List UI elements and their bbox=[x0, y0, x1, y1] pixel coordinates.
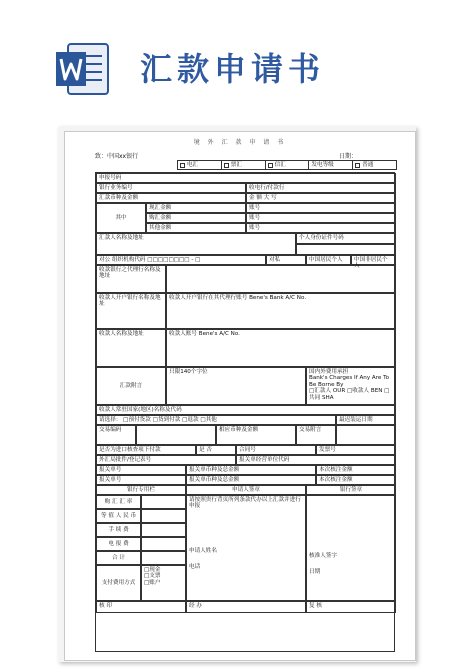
spot-amount[interactable]: 现汇金额 bbox=[146, 203, 246, 213]
customs-amount-1[interactable]: 报关单币种及总金额 bbox=[186, 465, 316, 475]
non-resident[interactable]: 中国非居民个人 bbox=[351, 255, 396, 265]
resident[interactable]: 中国居民个人 bbox=[306, 255, 351, 265]
purchase-amount[interactable]: 购汇金额 bbox=[146, 213, 246, 223]
remarks-label: 汇款附言 bbox=[96, 367, 166, 405]
rmb-equiv: 等 值 人 民 币 bbox=[96, 509, 141, 523]
bank-use-header: 银行专用栏 bbox=[96, 485, 186, 495]
tx-code: 交易编码 bbox=[96, 425, 136, 445]
verify-amount-2[interactable]: 本次核注金额 bbox=[316, 475, 396, 485]
approval-no[interactable]: 外汇局批件/登记表号 bbox=[96, 455, 236, 465]
agent-bank-value[interactable] bbox=[166, 265, 396, 293]
date-label: 日期： bbox=[338, 153, 357, 160]
pay-options[interactable]: □现金 □支票 □账户 bbox=[141, 565, 186, 601]
latest-shipment[interactable]: 最迟装运日期 bbox=[336, 415, 396, 425]
id-number[interactable]: 个人身份证件号码 bbox=[296, 233, 396, 244]
country-code[interactable]: 收款人常驻国家(地区)名称及代码 bbox=[96, 405, 396, 415]
id-number-value[interactable] bbox=[296, 244, 396, 255]
seal-check[interactable]: 核 印 bbox=[96, 601, 186, 613]
payment-type[interactable]: 请选择： □预付货款 □货到付款 □退款 □其他 bbox=[96, 415, 336, 425]
amount-words[interactable]: 金 额 大 写 bbox=[246, 193, 396, 203]
method-bar bbox=[177, 160, 397, 170]
priority-normal[interactable]: 普通 bbox=[352, 160, 397, 170]
beneficiary-acc[interactable]: 收款人账号 Bene's A/C No. bbox=[166, 329, 396, 367]
beneficiary-label: 收款人名称及地址 bbox=[96, 329, 166, 367]
handler[interactable]: 经 办 bbox=[186, 601, 306, 613]
bank-sig-header: 银行签章 bbox=[306, 485, 396, 495]
form-title: 境 外 汇 款 申 请 书 bbox=[193, 139, 287, 146]
total-value[interactable] bbox=[141, 551, 186, 565]
currency-amount[interactable]: 汇款币种及金额 bbox=[96, 193, 246, 203]
page-title: 汇款申请书 bbox=[140, 50, 326, 88]
account-3[interactable]: 账号 bbox=[246, 223, 396, 233]
fx-rate-value[interactable] bbox=[141, 495, 186, 509]
header-area bbox=[0, 0, 474, 125]
tx-remarks-value[interactable] bbox=[336, 425, 396, 445]
applicant-sig-header: 申请人签章 bbox=[186, 485, 306, 495]
customs-no-1[interactable]: 报关单号 bbox=[96, 465, 186, 475]
row-report-no[interactable]: 申报号码 bbox=[96, 173, 396, 183]
other-amount[interactable]: 其他金额 bbox=[146, 223, 246, 233]
word-icon bbox=[54, 40, 112, 98]
checkbox[interactable] bbox=[355, 163, 360, 168]
customs-amount-2[interactable]: 报关单币种及总金额 bbox=[186, 475, 316, 485]
pay-method: 支付费用方式 bbox=[96, 565, 141, 601]
tx-code-value[interactable] bbox=[136, 425, 216, 445]
remitter-name[interactable]: 汇款人名称及地址 bbox=[96, 233, 296, 255]
checkbox[interactable] bbox=[224, 163, 229, 168]
private[interactable]: 对私 bbox=[266, 255, 306, 265]
customs-no-2[interactable]: 报关单号 bbox=[96, 475, 186, 485]
invoice-no[interactable]: 发票号 bbox=[316, 445, 396, 455]
contract-no[interactable]: 合同号 bbox=[236, 445, 316, 455]
verify-amount-1[interactable]: 本次核注金额 bbox=[316, 465, 396, 475]
bank-ref[interactable]: 银行业务编号 bbox=[96, 183, 246, 193]
currency-amount-2[interactable]: 相应币种及金额 bbox=[216, 425, 296, 445]
remarks-field[interactable]: 只限140个字位 bbox=[166, 367, 306, 405]
beneficiary-bank-label: 收款人开户银行名称及地址 bbox=[96, 293, 166, 329]
method-wire[interactable]: 电汇 bbox=[177, 160, 221, 170]
form-table bbox=[95, 172, 395, 652]
bank-area[interactable]: 核准人签字 日期 bbox=[306, 495, 396, 601]
method-mail[interactable]: 信汇 bbox=[265, 160, 309, 170]
agent-bank-label: 收款银行之代理行名称及地址 bbox=[96, 265, 166, 293]
account-2[interactable]: 账号 bbox=[246, 213, 396, 223]
yes-no[interactable]: 是 否 bbox=[196, 445, 236, 455]
fee: 手 续 费 bbox=[96, 523, 141, 537]
to-bank: 致：中国xx银行 bbox=[95, 153, 139, 160]
total: 合 计 bbox=[96, 551, 141, 565]
customs-code[interactable]: 报关单经营单位代码 bbox=[236, 455, 396, 465]
charges[interactable]: 国内外费用承担 Bank's Charges If Any Are To Be Borne By □汇款人 OUR □收款人 BEN □共同 SHA bbox=[306, 367, 396, 405]
tx-remarks: 交易附言 bbox=[296, 425, 336, 445]
telex-fee: 电 报 费 bbox=[96, 537, 141, 551]
checkbox[interactable] bbox=[268, 163, 273, 168]
import-check: 是否为进口核查项下付款 bbox=[96, 445, 196, 455]
corp-code[interactable]: 对公 组织机构代码 □□□□□□□□ - □ bbox=[96, 255, 266, 265]
beneficiary-bank-acc[interactable]: 收款人开户银行在其代理行账号 Bene's Bank A/C No. bbox=[166, 293, 396, 329]
telex-fee-value[interactable] bbox=[141, 537, 186, 551]
method-draft[interactable]: 票汇 bbox=[221, 160, 265, 170]
account-1[interactable]: 账号 bbox=[246, 203, 396, 213]
fx-rate: 购 汇 汇 率 bbox=[96, 495, 141, 509]
priority-label: 发电等级 bbox=[308, 160, 352, 170]
rmb-equiv-value[interactable] bbox=[141, 509, 186, 523]
applicant-area[interactable]: 请按照贵行背页所列条款代办以上汇款并进行申报 申请人姓名 电话 bbox=[186, 495, 306, 601]
checkbox[interactable] bbox=[180, 163, 185, 168]
recheck[interactable]: 复 核 bbox=[306, 601, 396, 613]
among-label: 其中 bbox=[96, 203, 146, 233]
document-page bbox=[64, 131, 416, 661]
receiving-bank[interactable]: 收电行/付款行 bbox=[246, 183, 396, 193]
fee-value[interactable] bbox=[141, 523, 186, 537]
